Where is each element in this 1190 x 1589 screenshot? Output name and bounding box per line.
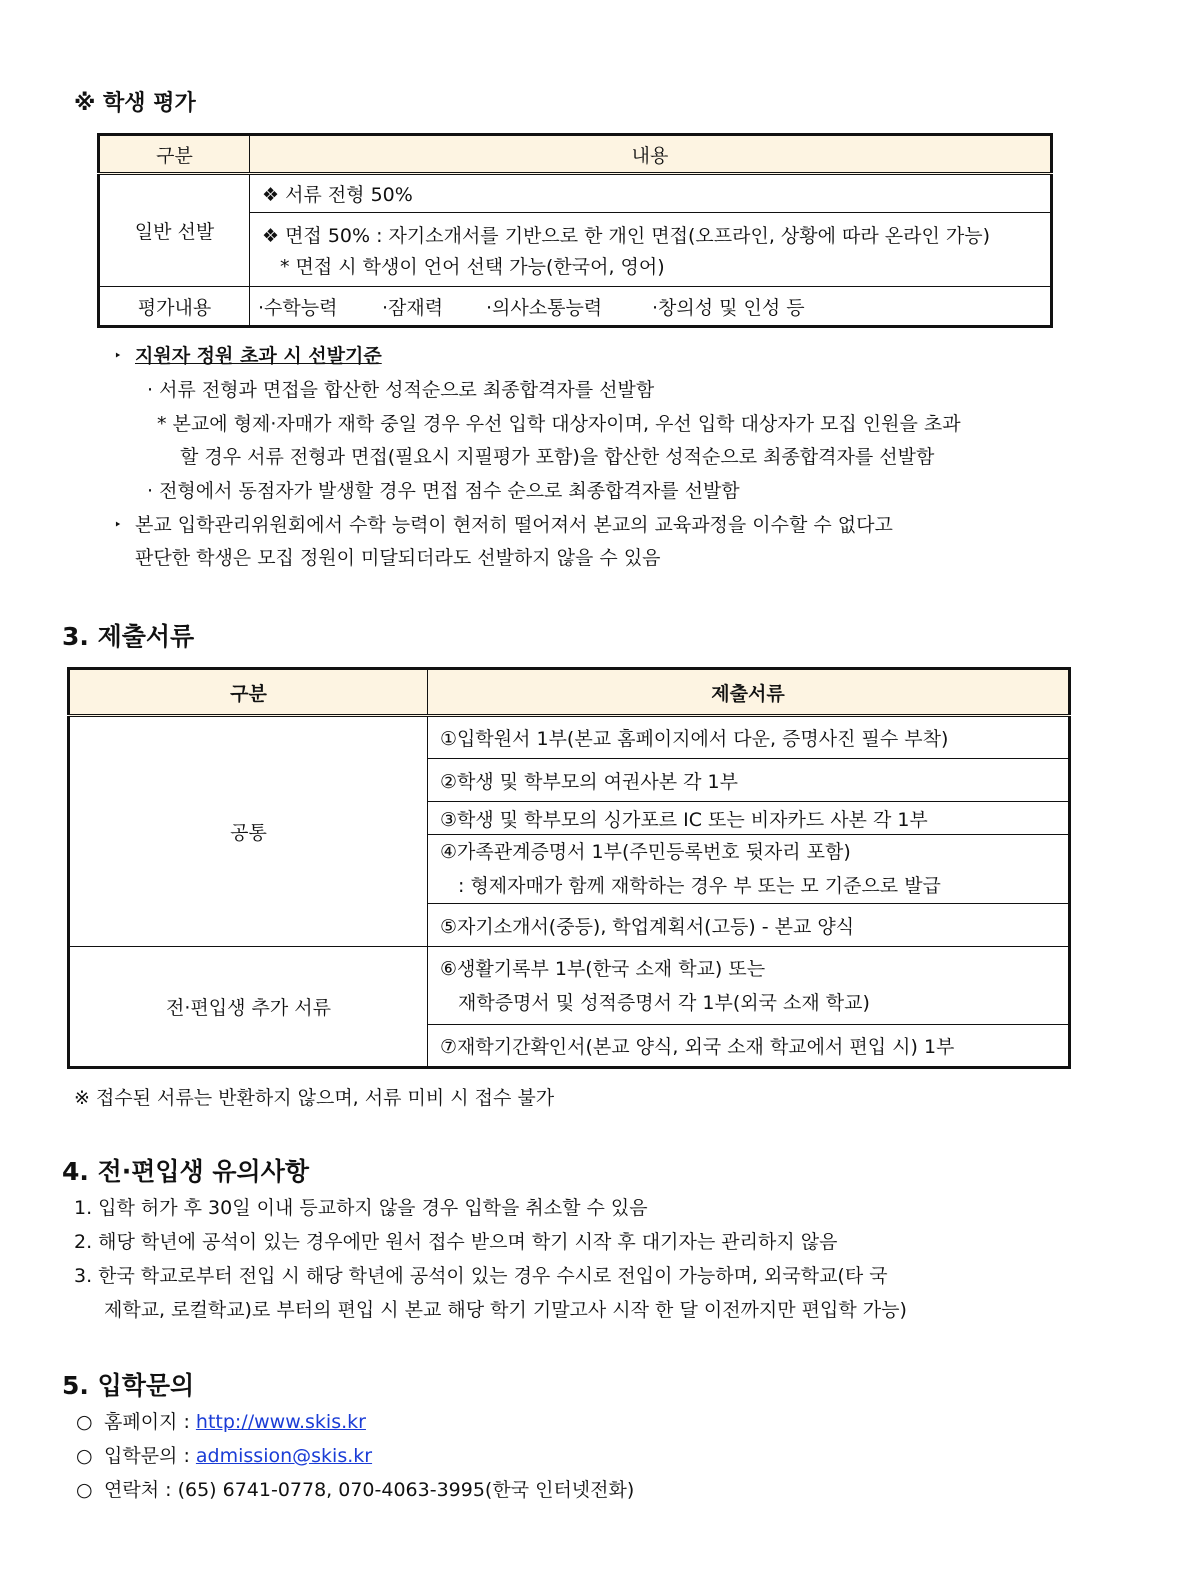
criteria-note-2: 할 경우 서류 전형과 면접(필요시 지필평가 포함)을 합산한 성적순으로 최종합격자를 선발함: [180, 446, 935, 468]
transfer-note-3: 3. 한국 학교로부터 전입 시 해당 학년에 공석이 있는 경우 수시로 전입이 가능하며, 외국학교(타 국: [74, 1265, 888, 1287]
doc-item-5: ⑤자기소개서(중등), 학업계획서(고등) - 본교 양식: [428, 904, 1070, 947]
student-eval-heading: ※ 학생 평가: [74, 91, 196, 116]
doc-item-4-note: : 형제자매가 함께 재학하는 경우 부 또는 모 기준으로 발급: [458, 875, 941, 897]
doc-item-1: ①입학원서 1부(본교 홈페이지에서 다운, 증명사진 필수 부착): [428, 716, 1070, 759]
eval-table: [97, 133, 1053, 328]
inquiry-contact-row: [76, 1475, 634, 1502]
admission-email-link[interactable]: admission@skis.kr: [195, 1445, 373, 1467]
eval-content-label: 평가내용: [99, 287, 250, 327]
documents-heading: 3. 제출서류: [62, 622, 195, 651]
doc-header-category: 구분: [69, 669, 428, 716]
doc-item-6-main: ⑥생활기록부 1부(한국 소재 학교) 또는: [440, 957, 766, 980]
homepage-link[interactable]: http://www.skis.kr: [195, 1411, 366, 1433]
criteria-note-1: * 본교에 형제·자매가 재학 중일 경우 우선 입학 대상자이며, 우선 입학 대상자가 모집 인원을 초과: [157, 413, 961, 435]
inquiry-admission-row: [76, 1441, 372, 1468]
transfer-note-3-cont: 제학교, 로컬학교)로 부터의 편입 시 본교 해당 학기 기말고사 시작 한 달 이전까지만 편입학 가능): [104, 1299, 907, 1321]
committee-line-1: 본교 입학관리위원회에서 수학 능력이 현저히 떨어져서 본교의 교육과정을 이수할 수 없다고: [135, 514, 893, 536]
criteria-title: 지원자 정원 초과 시 선발기준: [135, 345, 382, 367]
common-label: 공통: [69, 716, 428, 947]
inquiry-heading: 5. 입학문의: [62, 1371, 195, 1400]
circle-bullet-icon: ○: [76, 1445, 93, 1467]
general-selection-label: 일반 선발: [99, 174, 250, 287]
eval-item-math: ·수학능력: [258, 296, 338, 319]
arrow-bullet-icon: ‣: [114, 349, 122, 364]
doc-item-3: ③학생 및 학부모의 싱가포르 IC 또는 비자카드 사본 각 1부: [428, 802, 1070, 835]
contact-label: 연락처 :: [104, 1479, 172, 1501]
doc-screening-item: ❖ 서류 전형 50%: [250, 174, 1052, 213]
inquiry-homepage-row: [76, 1407, 366, 1434]
circle-bullet-icon: ○: [76, 1411, 93, 1433]
eval-header-category: 구분: [99, 135, 250, 174]
arrow-bullet-icon: ‣: [114, 518, 122, 533]
eval-header-content: 내용: [250, 135, 1052, 174]
circle-bullet-icon: ○: [76, 1479, 93, 1501]
transfer-note-2: 2. 해당 학년에 공석이 있는 경우에만 원서 접수 받으며 학기 시작 후 대기자는 관리하지 않음: [74, 1231, 838, 1253]
doc-item-6: [428, 947, 1070, 1025]
doc-item-4-main: ④가족관계증명서 1부(주민등록번호 뒷자리 포함): [440, 841, 851, 863]
criteria-line-1: · 서류 전형과 면접을 합산한 성적순으로 최종합격자를 선발함: [147, 379, 655, 401]
interview-note: * 면접 시 학생이 언어 선택 가능(한국어, 영어): [280, 255, 665, 278]
documents-table: [67, 667, 1071, 1069]
committee-line-2: 판단한 학생은 모집 정원이 미달되더라도 선발하지 않을 수 있음: [135, 547, 661, 569]
eval-item-communication: ·의사소통능력: [486, 296, 603, 319]
homepage-label: 홈페이지 :: [104, 1411, 190, 1433]
transfer-notes-heading: 4. 전·편입생 유의사항: [62, 1157, 309, 1186]
transfer-label: 전·편입생 추가 서류: [69, 947, 428, 1068]
eval-item-potential: ·잠재력: [382, 296, 444, 319]
transfer-note-1: 1. 입학 허가 후 30일 이내 등교하지 않을 경우 입학을 취소할 수 있음: [74, 1197, 648, 1219]
doc-item-2: ②학생 및 학부모의 여권사본 각 1부: [428, 759, 1070, 802]
interview-item: [250, 213, 1052, 287]
eval-items: [250, 287, 1052, 327]
doc-item-7: ⑦재학기간확인서(본교 양식, 외국 소재 학교에서 편입 시) 1부: [428, 1025, 1070, 1068]
documents-note: ※ 접수된 서류는 반환하지 않으며, 서류 미비 시 접수 불가: [74, 1087, 555, 1109]
admission-label: 입학문의 :: [104, 1445, 190, 1467]
eval-item-creativity: ·창의성 및 인성 등: [652, 296, 805, 319]
doc-item-6-alt: 재학증명서 및 성적증명서 각 1부(외국 소재 학교): [458, 991, 870, 1014]
criteria-line-2: · 전형에서 동점자가 발생할 경우 면접 점수 순으로 최종합격자를 선발함: [147, 480, 740, 502]
contact-value: (65) 6741-0778, 070-4063-3995(한국 인터넷전화): [177, 1479, 635, 1501]
doc-item-4: [428, 835, 1070, 904]
doc-header-docs: 제출서류: [428, 669, 1070, 716]
interview-text: ❖ 면접 50% : 자기소개서를 기반으로 한 개인 면접(오프라인, 상황에 따라 온라인 가능): [262, 224, 990, 247]
